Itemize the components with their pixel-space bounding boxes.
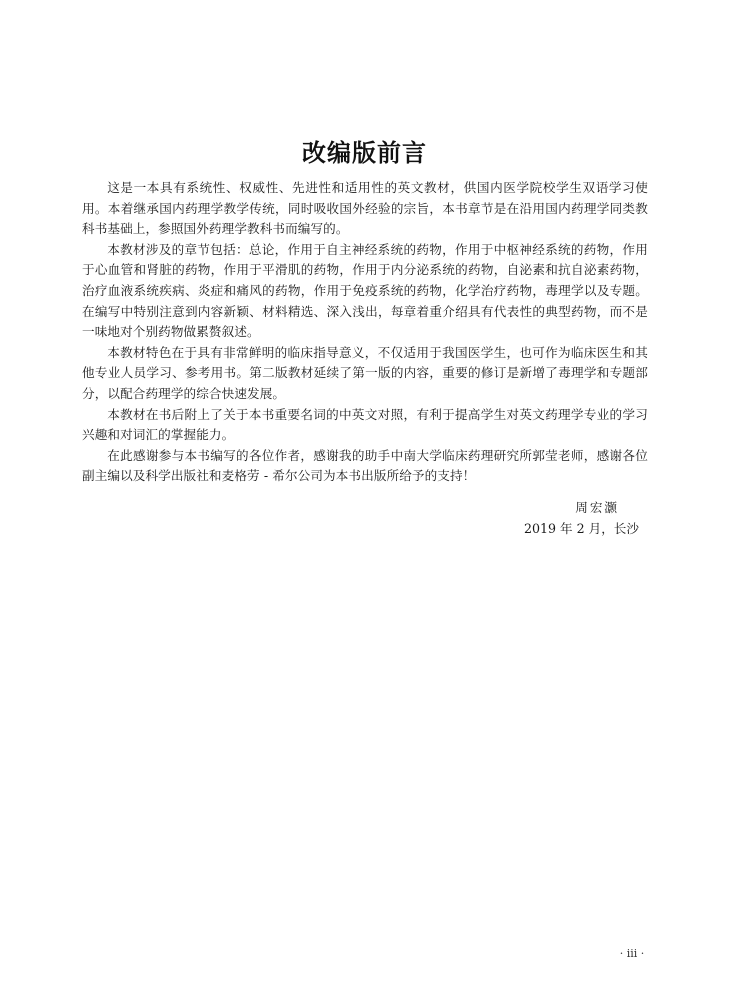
paragraph-2: 本教材涉及的章节包括：总论，作用于自主神经系统的药物，作用于中枢神经系统的药物，作用于心血管和肾脏的药物，作用于平滑肌的药物，作用于内分泌系统的药物，自泌素和抗自泌素药物，治疗血液系统疾病、炎症和痛风的药物，作用于免疫系统的药物，化学治疗药物，毒理学以及专题。在编写中特别注意到内容新颖、材料精选、深入浅出，每章着重介绍具有代表性的典型药物，而不是一味地对个别药物做累赘叙述。 [82, 241, 648, 340]
paragraph-3: 本教材特色在于具有非常鲜明的临床指导意义，不仅适用于我国医学生，也可作为临床医生和其他专业人员学习、参考用书。第二版教材延续了第一版的内容，重要的修订是新增了毒理学和专题部分，以配合药理学的综合快速发展。 [82, 344, 648, 401]
preface-body [82, 178, 648, 487]
page-title: 改编版前言 [302, 139, 427, 167]
signature-block [524, 498, 639, 540]
paragraph-5: 在此感谢参与本书编写的各位作者，感谢我的助手中南大学临床药理研究所郭莹老师，感谢各位副主编以及科学出版社和麦格劳 - 希尔公司为本书出版所给予的支持！ [82, 447, 648, 484]
author-name: 周宏灏 [575, 500, 619, 515]
paragraph-4: 本教材在书后附上了关于本书重要名词的中英文对照，有利于提高学生对英文药理学专业的学习兴趣和对词汇的掌握能力。 [82, 406, 648, 443]
paragraph-1: 这是一本具有系统性、权威性、先进性和适用性的英文教材，供国内医学院校学生双语学习使用。本着继承国内药理学教学传统，同时吸收国外经验的宗旨，本书章节是在沿用国内药理学同类教科书基础上，参照国外药理学教科书而编写的。 [82, 180, 648, 237]
date-place: 2019 年 2 月，长沙 [523, 521, 639, 536]
page-number: · iii · [619, 947, 645, 960]
